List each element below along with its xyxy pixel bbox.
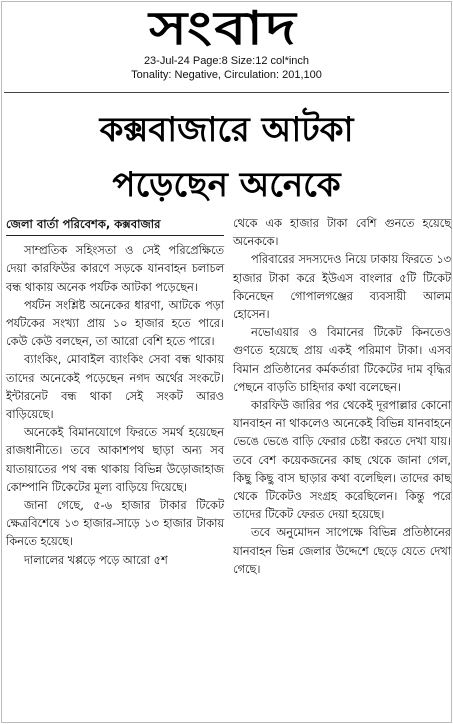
paragraph: দালালের খপ্পড়ে পড়ে আরো ৫শ	[24, 553, 168, 567]
paragraph: ব্যাংকিং, মোবাইল ব্যাংকিং সেবা বন্ধ থাকায় তাদের অনেকেই পড়েছেন নগদ অর্থের সংকটে। ইন্টারনেট বন্ধ থাকা সেই সংকট আরও বাড়িয়েছে।	[6, 353, 224, 422]
dateline: জেলা বার্তা পরিবেশক, কক্সবাজার	[6, 215, 224, 236]
paragraph: কারফিউ জারির পর থেকেই দূরপাল্লার কোনো যানবাহন না থাকলেও অনেকেই বিভিন্ন যানবাহনে ভেঙে ভেঙে বাড়ি ফেরার চেষ্টা করতে দেখা যায়। তবে বেশ কয়েকজনের কাছ থেকে জানা গেল, কিছু কিছু বাস ছাড়ার কথা বলেছিল। তাদের কাছ থেকে টিকেটও সংগ্রহ করেছিলেন। কিন্তু পরে তাদের টিকেট ফেরত দেয়া হয়েছে।	[233, 399, 451, 522]
paragraph: অনেকেই বিমানযোগে ফিরতে সমর্থ হয়েছেন রাজধানীতে। তবে আকাশপথ ছাড়া অন্য সব যাতায়াতের পথ বন্ধ থাকায় বিভিন্ন উড়োজাহাজ কোম্পানি টিকেটের মূল্য বাড়িয়ে দিয়েছে।	[6, 426, 224, 494]
newspaper-logo	[84, 2, 364, 54]
top-divider	[4, 92, 449, 93]
clipping-date-size: 23-Jul-24 Page:8 Size:12 col*inch	[143, 55, 310, 67]
headline-line-2: পড়েছেন অনেকে	[112, 165, 341, 205]
logo-text: সংবাদ	[149, 1, 299, 55]
headline-line-1: কক্সবাজারে আটকা	[99, 110, 354, 150]
paragraph: পর্যটন সংশ্লিষ্ট অনেকের ধারণা, আটকে পড়া পর্যটকের সংখ্যা প্রায় ১০ হাজার হতে পারে। কেউ কেউ বলছেন, তা আরো বেশি হতে পারে।	[6, 298, 224, 349]
paragraph: থেকে এক হাজার টাকা বেশি গুনতে হয়েছে অনেককে।	[233, 217, 451, 249]
paragraph: জানা গেছে, ৫-৬ হাজার টাকার টিকেট ক্ষেত্রবিশেষে ১৩ হাজার-সাড়ে ১৩ হাজার টাকায় কিনতে হয়েছে।	[6, 499, 224, 549]
paragraph: সাম্প্রতিক সহিংসতা ও সেই পরিপ্রেক্ষিতে দেয়া কারফিউর কারণে সড়কে যানবাহন চলাচল বন্ধ থাকায় অনেক পর্যটক আটকা পড়েছেন।	[6, 244, 224, 294]
paragraph: তবে অনুমোদন সাপেক্ষে বিভিন্ন প্রতিষ্ঠানের যানবাহন ভিন্ন জেলার উদ্দেশে ছেড়ে যেতে দেখা গেছে।	[233, 526, 451, 576]
article-column-right	[233, 215, 451, 579]
paragraph: পরিবারের সদস্যদেও নিয়ে ঢাকায় ফিরতে ১৩ হাজার টাকা করে ইউএস বাংলার ৫টি টিকেট কিনেছেন গোপালগঞ্জের ব্যবসায়ী আলম হোসেন।	[233, 253, 451, 322]
article-column-left	[6, 215, 224, 570]
clipping-tonality-circulation: Tonality: Negative, Circulation: 201,100	[131, 69, 322, 81]
paragraph: নভোএয়ার ও বিমানের টিকেট কিনতেও গুণতে হয়েছে প্রায় একই পরিমাণ টাকা। এসব বিমান প্রতিষ্ঠানের কর্মকর্তারা টিকেটের দাম বৃদ্ধির পেছনে বাড়তি চাহিদার কথা বলেছেন।	[233, 326, 451, 394]
